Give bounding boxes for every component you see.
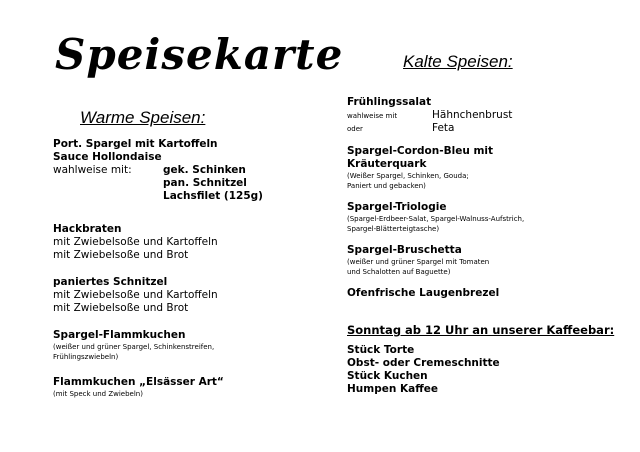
cold-item2-title1: Spargel-Cordon-Bleu mit	[347, 145, 494, 157]
warm-item4-desc1: (weißer und grüner Spargel, Schinkenstreifen,	[53, 343, 215, 351]
cold-heading: Kalte Speisen:	[403, 52, 513, 71]
warm-heading: Warme Speisen:	[80, 108, 206, 127]
warm-item4-desc2: Frühlingszwiebeln)	[53, 353, 119, 361]
cold-item4-title: Spargel-Bruschetta	[347, 244, 462, 256]
cafe-item-3: Stück Kuchen	[347, 370, 428, 382]
cold-item1-opt1-key: wahlweise mit	[347, 112, 398, 120]
warm-item2-desc2: mit Zwiebelsoße und Brot	[53, 249, 189, 261]
warm-item1-choice-label: wahlweise mit:	[53, 164, 132, 176]
cafe-item-2: Obst- oder Cremeschnitte	[347, 357, 500, 369]
cold-item2-title2: Kräuterquark	[347, 158, 427, 170]
warm-column	[53, 138, 323, 399]
warm-item5-desc: (mit Speck und Zwiebeln)	[53, 390, 143, 398]
warm-item3-desc1: mit Zwiebelsoße und Kartoffeln	[53, 289, 218, 301]
cafe-item-1: Stück Torte	[347, 344, 415, 356]
warm-item1-choice-1: gek. Schinken	[163, 164, 246, 176]
cold-item3-title: Spargel-Triologie	[347, 201, 447, 213]
warm-item1-choice-3: Lachsfilet (125g)	[163, 190, 263, 202]
warm-item5-title: Flammkuchen „Elsässer Art“	[53, 376, 224, 388]
menu-title: Speisekarte	[55, 30, 344, 79]
cold-item4-desc1: (weißer und grüner Spargel mit Tomaten	[347, 258, 490, 266]
cold-item4-desc2: und Schalotten auf Baguette)	[347, 268, 451, 276]
cold-item1-opt2-val: Feta	[432, 122, 455, 134]
cold-item1-title: Frühlingssalat	[347, 96, 432, 108]
cold-item2-desc1: (Weißer Spargel, Schinken, Gouda;	[347, 172, 469, 180]
cafe-item-4: Humpen Kaffee	[347, 383, 438, 395]
cafe-heading: Sonntag ab 12 Uhr an unserer Kaffeebar:	[347, 323, 615, 337]
warm-item1-line1: Port. Spargel mit Kartoffeln	[53, 138, 218, 150]
warm-item4-title: Spargel-Flammkuchen	[53, 329, 186, 341]
cold-item1-opt2-key: oder	[347, 125, 363, 133]
cold-item1-opt1-val: Hähnchenbrust	[432, 109, 513, 121]
cold-item3-desc2: Spargel-Blätterteigtasche)	[347, 225, 440, 233]
warm-item1-line2: Sauce Hollondaise	[53, 151, 162, 163]
cold-item5-title: Ofenfrische Laugenbrezel	[347, 287, 500, 299]
cold-column	[347, 96, 617, 396]
warm-item2-title: Hackbraten	[53, 223, 122, 235]
cold-item2-desc2: Paniert und gebacken)	[347, 182, 426, 190]
warm-item3-desc2: mit Zwiebelsoße und Brot	[53, 302, 189, 314]
warm-item1-choice-2: pan. Schnitzel	[163, 177, 247, 189]
warm-item2-desc1: mit Zwiebelsoße und Kartoffeln	[53, 236, 218, 248]
warm-item3-title: paniertes Schnitzel	[53, 276, 168, 288]
cold-item3-desc1: (Spargel-Erdbeer-Salat, Spargel-Walnuss-Aufstrich,	[347, 215, 525, 223]
